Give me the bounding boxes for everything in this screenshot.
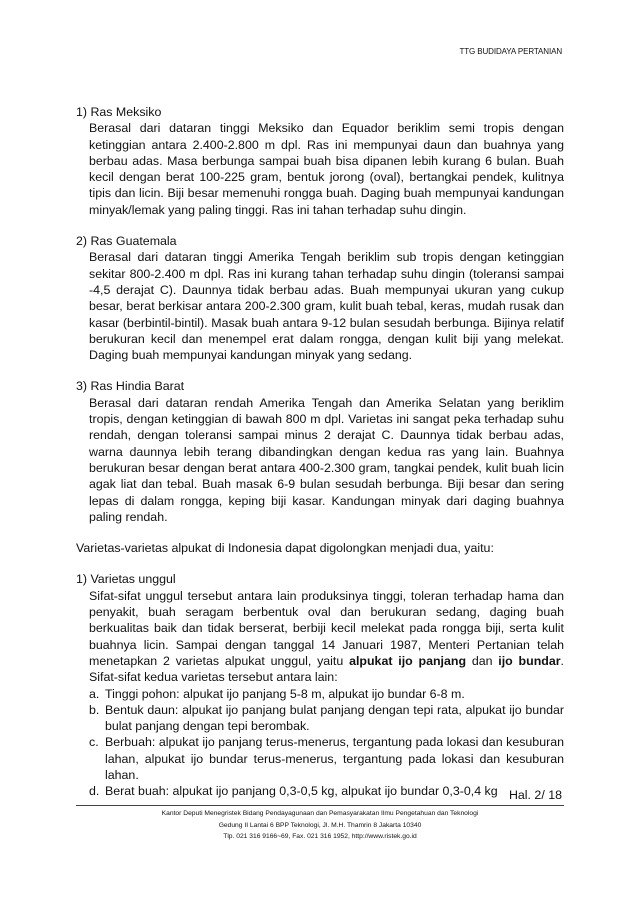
section-paragraph: Berasal dari dataran tinggi Amerika Tengah beriklim sub tropis dengan ketinggian sekitar 800-2.400 m dpl. Ras ini kurang tahan terhadap suhu dingin (toleransi sampai -4,5 derajat C). Daunnya tidak berbau adas. Buah mempunyai ukuran yang cukup besar, berat berkisar antara 200-2.300 gram, kulit buah tebal, keras, mudah rusak dan kasar (berbintil-bintil). Masak buah antara 9-12 bulan sesudah berbunga. Bijinya relatif berukuran kecil dan menempel erat dalam rongga, dengan kulit biji yang melekat. Daging buah mempunyai kandungan minyak yang sedang. — [89, 250, 564, 363]
list-item-text: Bentuk daun: alpukat ijo panjang bulat panjang dengan tepi rata, alpukat ijo bundar bulat panjang dengan tepi berombak. — [105, 702, 564, 734]
paragraph-text: dan — [466, 653, 499, 668]
list-item-text: Berat buah: alpukat ijo panjang 0,3-0,5 kg, alpukat ijo bundar 0,3-0,4 kg — [105, 784, 498, 799]
property-list — [76, 686, 564, 800]
footer-divider — [76, 805, 564, 806]
paragraph-text: . Sifat-sifat kedua varietas tersebut antara lain: — [89, 653, 564, 685]
section-varietas-unggul — [76, 571, 564, 799]
section-title: 3) Ras Hindia Barat — [76, 379, 185, 394]
list-item-text: Berbuah: alpukat ijo panjang terus-menerus, tergantung pada lokasi dan kesuburan lahan, alpukat ijo bundar terus-menerus, tergantung pada lokasi dan kesuburan lahan. — [105, 735, 564, 782]
section-title: 1) Ras Meksiko — [76, 105, 162, 119]
list-item — [89, 734, 564, 783]
intro-paragraph: Varietas-varietas alpukat di Indonesia dapat digolongkan menjadi dua, yaitu: — [76, 541, 494, 556]
footer-line: Kantor Deputi Menegristek Bidang Pendayagunaan dan Pemasyarakatan Ilmu Pengetahuan dan Teknologi — [161, 810, 479, 817]
section-title: 2) Ras Guatemala — [76, 234, 177, 249]
footer-line: Tlp. 021 316 9166~69, Fax. 021 316 1952, http://www.ristek.go.id — [223, 833, 417, 840]
section-paragraph: Berasal dari dataran tinggi Meksiko dan Equador beriklim semi tropis dengan ketinggian antara 2.400-2.800 m dpl. Ras ini mempunyai daun dan buahnya yang berbau adas. Masa berbunga sampai buah bisa dipanen lebih kurang 6 bulan. Buah kecil dengan berat 100-225 gram, bentuk jorong (oval), bertangkai pendek, kulitnya tipis dan licin. Biji besar memenuhi rongga buah. Daging buah mempunyai kandungan minyak/lemak yang paling tinggi. Ras ini tahan terhadap suhu dingin. — [89, 121, 564, 217]
document-body — [76, 104, 564, 815]
section-title: 1) Varietas unggul — [76, 572, 176, 587]
list-item — [89, 702, 564, 735]
list-marker: b. — [89, 702, 100, 717]
section-ras-hindia-barat — [76, 378, 564, 525]
list-item — [89, 686, 564, 702]
list-marker: c. — [89, 735, 99, 750]
list-marker: a. — [89, 686, 100, 701]
paragraph-text: Sifat-sifat unggul tersebut antara lain produksinya tinggi, toleran terhadap hama dan penyakit, buah seragam berbentuk oval dan berukuran sedang, daging buah berkualitas baik dan tidak berserat, berbiji kecil melekat pada rongga biji, serta kulit buahnya licin. Sampai dengan tanggal 14 Januari 1987, Menteri Pertanian telah menetapkan 2 varietas alpukat unggul, yaitu — [89, 588, 564, 668]
list-item-text: Tinggi pohon: alpukat ijo panjang 5-8 m, alpukat ijo bundar 6-8 m. — [105, 686, 465, 701]
section-ras-guatemala — [76, 233, 564, 363]
list-marker: d. — [89, 784, 100, 799]
section-ras-meksiko — [76, 104, 564, 218]
section-paragraph: Berasal dari dataran rendah Amerika Tengah dan Amerika Selatan yang beriklim tropis, dengan ketinggian di bawah 800 m dpl. Varietas ini sangat peka terhadap suhu rendah, dengan toleransi sampai minus 2 derajat C. Daunnya tidak berbau adas, warna daunnya lebih terang dibandingkan dengan kedua ras yang lain. Buahnya berukuran besar dengan berat antara 400-2.300 gram, tangkai pendek, kulit buah licin agak liat dan tebal. Buah masak 6-9 bulan sesudah berbunga. Biji besar dan sering lepas di dalam rongga, keping biji kasar. Kandungan minyak dari daging buahnya paling rendah. — [89, 395, 564, 524]
footer-line: Gedung II Lantai 6 BPP Teknologi, Jl. M.H. Thamrin 8 Jakarta 10340 — [218, 821, 422, 829]
list-item — [89, 783, 564, 799]
bold-term-ijo-panjang: alpukat ijo panjang — [349, 653, 467, 668]
page-footer — [76, 808, 564, 843]
section-paragraph — [76, 588, 564, 686]
page-number: Hal. 2/ 18 — [508, 788, 562, 802]
running-header: TTG BUDIDAYA PERTANIAN — [459, 47, 562, 56]
bold-term-ijo-bundar: ijo bundar — [498, 653, 561, 668]
